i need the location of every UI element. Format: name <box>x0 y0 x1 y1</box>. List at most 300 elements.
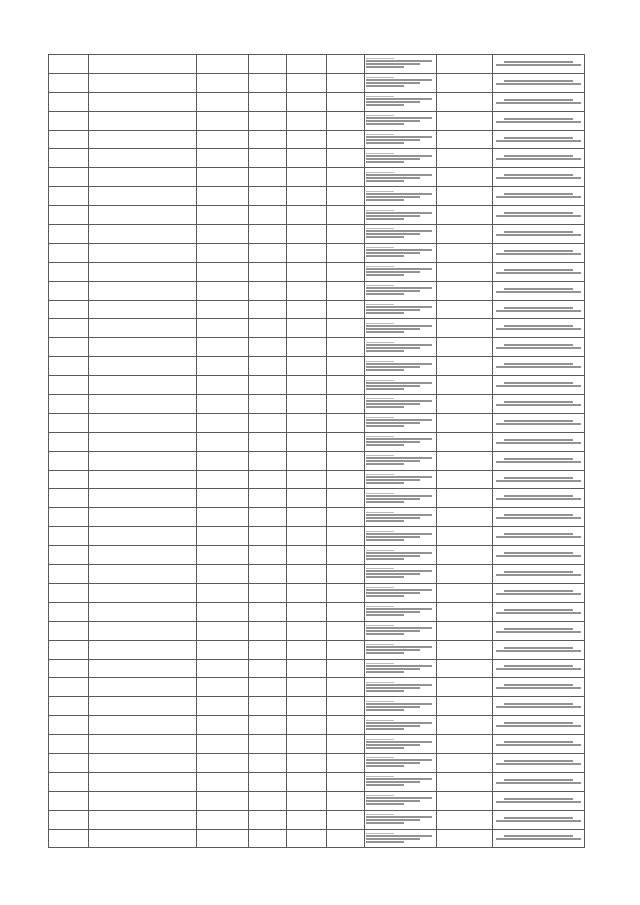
entity-type-cell <box>327 753 365 772</box>
description-separator <box>366 833 394 834</box>
record-number-cell <box>49 243 89 262</box>
identifier-number-cell <box>197 829 249 848</box>
status-flag-cell <box>437 451 493 470</box>
org-line <box>496 480 581 482</box>
description-separator <box>366 682 394 683</box>
description-line <box>366 517 420 519</box>
person-name-cell <box>89 583 197 602</box>
status-flag-cell <box>437 206 493 225</box>
description-cell <box>365 206 437 225</box>
person-name-cell <box>89 206 197 225</box>
entity-type-cell <box>327 810 365 829</box>
entity-type-cell <box>327 338 365 357</box>
table-row <box>49 432 585 451</box>
receiving-org-cell <box>493 565 585 584</box>
table-row <box>49 602 585 621</box>
person-name-cell <box>89 73 197 92</box>
description-line <box>366 633 404 635</box>
description-line <box>366 460 420 462</box>
table-row <box>49 772 585 791</box>
identifier-number-cell <box>197 678 249 697</box>
description-cell <box>365 376 437 395</box>
tax-regime-cell <box>287 621 327 640</box>
identifier-number-cell <box>197 527 249 546</box>
description-cell <box>365 470 437 489</box>
description-line <box>366 838 420 840</box>
region-code-cell <box>249 810 287 829</box>
receiving-org-cell <box>493 376 585 395</box>
person-name-cell <box>89 470 197 489</box>
person-name-cell <box>89 319 197 338</box>
tax-regime-cell <box>287 432 327 451</box>
description-line <box>366 363 432 365</box>
org-line <box>496 668 581 670</box>
org-line <box>496 215 581 217</box>
description-line <box>366 422 420 424</box>
org-line <box>504 99 573 101</box>
region-code-cell <box>249 376 287 395</box>
status-flag-cell <box>437 225 493 244</box>
description-separator <box>366 96 394 97</box>
org-line <box>504 382 573 384</box>
record-number-cell <box>49 527 89 546</box>
description-separator <box>366 587 394 588</box>
status-flag-cell <box>437 829 493 848</box>
status-flag-cell <box>437 565 493 584</box>
description-line <box>366 668 420 670</box>
tax-regime-cell <box>287 55 327 74</box>
table-row <box>49 621 585 640</box>
table-row <box>49 395 585 414</box>
description-line <box>366 703 432 705</box>
identifier-number-cell <box>197 791 249 810</box>
description-line <box>366 344 432 346</box>
description-line <box>366 592 420 594</box>
org-line <box>496 725 581 727</box>
table-row <box>49 168 585 187</box>
receiving-org-cell <box>493 829 585 848</box>
description-line <box>366 536 420 538</box>
description-line <box>366 419 432 421</box>
receiving-org-cell <box>493 678 585 697</box>
status-flag-cell <box>437 810 493 829</box>
description-line <box>366 142 404 144</box>
table-row <box>49 527 585 546</box>
description-line <box>366 366 420 368</box>
record-number-cell <box>49 640 89 659</box>
region-code-cell <box>249 149 287 168</box>
description-line <box>366 709 404 711</box>
description-cell <box>365 319 437 338</box>
description-line <box>366 155 432 157</box>
description-separator <box>366 323 394 324</box>
description-line <box>366 274 404 276</box>
identifier-number-cell <box>197 583 249 602</box>
description-line <box>366 79 432 81</box>
person-name-cell <box>89 262 197 281</box>
region-code-cell <box>249 697 287 716</box>
person-name-cell <box>89 413 197 432</box>
tax-regime-cell <box>287 92 327 111</box>
person-name-cell <box>89 376 197 395</box>
record-number-cell <box>49 55 89 74</box>
table-row <box>49 565 585 584</box>
record-number-cell <box>49 602 89 621</box>
region-code-cell <box>249 678 287 697</box>
region-code-cell <box>249 451 287 470</box>
description-line <box>366 104 404 106</box>
description-line <box>366 236 404 238</box>
entity-type-cell <box>327 735 365 754</box>
entity-type-cell <box>327 640 365 659</box>
tax-regime-cell <box>287 716 327 735</box>
person-name-cell <box>89 130 197 149</box>
description-cell <box>365 602 437 621</box>
description-line <box>366 665 432 667</box>
status-flag-cell <box>437 602 493 621</box>
identifier-number-cell <box>197 300 249 319</box>
org-line <box>504 174 573 176</box>
table-row <box>49 357 585 376</box>
description-line <box>366 271 420 273</box>
description-cell <box>365 262 437 281</box>
description-cell <box>365 168 437 187</box>
description-separator <box>366 644 394 645</box>
identifier-number-cell <box>197 508 249 527</box>
region-code-cell <box>249 470 287 489</box>
tax-regime-cell <box>287 206 327 225</box>
status-flag-cell <box>437 659 493 678</box>
description-separator <box>366 191 394 192</box>
description-line <box>366 822 404 824</box>
table-row <box>49 262 585 281</box>
description-separator <box>366 757 394 758</box>
region-code-cell <box>249 300 287 319</box>
receiving-org-cell <box>493 130 585 149</box>
description-cell <box>365 697 437 716</box>
entity-type-cell <box>327 602 365 621</box>
tax-regime-cell <box>287 149 327 168</box>
description-line <box>366 230 432 232</box>
org-line <box>504 477 573 479</box>
person-name-cell <box>89 829 197 848</box>
entity-type-cell <box>327 565 365 584</box>
status-flag-cell <box>437 300 493 319</box>
description-line <box>366 268 432 270</box>
entity-type-cell <box>327 508 365 527</box>
entity-type-cell <box>327 489 365 508</box>
description-cell <box>365 281 437 300</box>
register-body <box>49 55 585 848</box>
org-line <box>504 401 573 403</box>
org-line <box>496 291 581 293</box>
tax-regime-cell <box>287 413 327 432</box>
description-separator <box>366 380 394 381</box>
tax-regime-cell <box>287 187 327 206</box>
record-number-cell <box>49 791 89 810</box>
region-code-cell <box>249 489 287 508</box>
region-code-cell <box>249 243 287 262</box>
region-code-cell <box>249 357 287 376</box>
description-line <box>366 671 404 673</box>
description-line <box>366 627 432 629</box>
person-name-cell <box>89 243 197 262</box>
table-row <box>49 678 585 697</box>
record-number-cell <box>49 565 89 584</box>
description-line <box>366 555 420 557</box>
receiving-org-cell <box>493 791 585 810</box>
entity-type-cell <box>327 583 365 602</box>
org-line <box>504 684 573 686</box>
record-number-cell <box>49 187 89 206</box>
identifier-number-cell <box>197 772 249 791</box>
description-line <box>366 438 432 440</box>
description-cell <box>365 772 437 791</box>
record-number-cell <box>49 678 89 697</box>
identifier-number-cell <box>197 73 249 92</box>
entity-type-cell <box>327 73 365 92</box>
identifier-number-cell <box>197 168 249 187</box>
record-number-cell <box>49 111 89 130</box>
record-number-cell <box>49 716 89 735</box>
description-line <box>366 120 420 122</box>
record-number-cell <box>49 149 89 168</box>
description-line <box>366 255 404 257</box>
description-line <box>366 425 404 427</box>
description-separator <box>366 493 394 494</box>
identifier-number-cell <box>197 489 249 508</box>
description-separator <box>366 814 394 815</box>
entity-type-cell <box>327 111 365 130</box>
identifier-number-cell <box>197 716 249 735</box>
tax-regime-cell <box>287 678 327 697</box>
description-line <box>366 722 432 724</box>
description-line <box>366 608 432 610</box>
org-line <box>504 552 573 554</box>
person-name-cell <box>89 281 197 300</box>
person-name-cell <box>89 810 197 829</box>
region-code-cell <box>249 791 287 810</box>
org-line <box>496 234 581 236</box>
description-line <box>366 765 404 767</box>
region-code-cell <box>249 225 287 244</box>
identifier-number-cell <box>197 243 249 262</box>
org-line <box>504 269 573 271</box>
org-line <box>496 461 581 463</box>
tax-regime-cell <box>287 527 327 546</box>
tax-regime-cell <box>287 602 327 621</box>
identifier-number-cell <box>197 281 249 300</box>
description-line <box>366 539 404 541</box>
person-name-cell <box>89 565 197 584</box>
record-number-cell <box>49 829 89 848</box>
entity-type-cell <box>327 168 365 187</box>
description-line <box>366 646 432 648</box>
entity-type-cell <box>327 149 365 168</box>
description-line <box>366 85 404 87</box>
status-flag-cell <box>437 546 493 565</box>
tax-regime-cell <box>287 281 327 300</box>
description-separator <box>366 285 394 286</box>
entity-type-cell <box>327 225 365 244</box>
status-flag-cell <box>437 621 493 640</box>
description-cell <box>365 300 437 319</box>
record-number-cell <box>49 546 89 565</box>
person-name-cell <box>89 602 197 621</box>
description-separator <box>366 568 394 569</box>
region-code-cell <box>249 735 287 754</box>
org-line <box>496 631 581 633</box>
tax-regime-cell <box>287 470 327 489</box>
receiving-org-cell <box>493 55 585 74</box>
description-line <box>366 552 432 554</box>
description-cell <box>365 735 437 754</box>
org-line <box>496 366 581 368</box>
description-line <box>366 123 404 125</box>
description-line <box>366 136 432 138</box>
person-name-cell <box>89 357 197 376</box>
tax-regime-cell <box>287 73 327 92</box>
description-line <box>366 784 404 786</box>
description-cell <box>365 791 437 810</box>
tax-regime-cell <box>287 697 327 716</box>
description-line <box>366 690 404 692</box>
entity-type-cell <box>327 413 365 432</box>
org-line <box>496 838 581 840</box>
tax-regime-cell <box>287 640 327 659</box>
region-code-cell <box>249 187 287 206</box>
person-name-cell <box>89 451 197 470</box>
identifier-number-cell <box>197 376 249 395</box>
description-line <box>366 161 404 163</box>
receiving-org-cell <box>493 300 585 319</box>
description-line <box>366 778 432 780</box>
org-line <box>504 61 573 63</box>
description-separator <box>366 625 394 626</box>
description-line <box>366 614 404 616</box>
identifier-number-cell <box>197 187 249 206</box>
description-line <box>366 684 432 686</box>
identifier-number-cell <box>197 546 249 565</box>
record-number-cell <box>49 225 89 244</box>
person-name-cell <box>89 338 197 357</box>
status-flag-cell <box>437 489 493 508</box>
identifier-number-cell <box>197 206 249 225</box>
identifier-number-cell <box>197 338 249 357</box>
record-number-cell <box>49 489 89 508</box>
description-cell <box>365 187 437 206</box>
table-row <box>49 243 585 262</box>
tax-regime-cell <box>287 508 327 527</box>
record-number-cell <box>49 262 89 281</box>
entity-type-cell <box>327 451 365 470</box>
receiving-org-cell <box>493 546 585 565</box>
table-row <box>49 130 585 149</box>
receiving-org-cell <box>493 111 585 130</box>
region-code-cell <box>249 602 287 621</box>
record-number-cell <box>49 621 89 640</box>
status-flag-cell <box>437 791 493 810</box>
table-row <box>49 546 585 565</box>
org-line <box>504 325 573 327</box>
description-line <box>366 388 404 390</box>
region-code-cell <box>249 413 287 432</box>
description-separator <box>366 361 394 362</box>
description-line <box>366 457 432 459</box>
entity-type-cell <box>327 697 365 716</box>
description-line <box>366 174 432 176</box>
receiving-org-cell <box>493 602 585 621</box>
description-cell <box>365 640 437 659</box>
description-line <box>366 400 432 402</box>
status-flag-cell <box>437 640 493 659</box>
description-separator <box>366 663 394 664</box>
description-cell <box>365 753 437 772</box>
status-flag-cell <box>437 413 493 432</box>
region-code-cell <box>249 829 287 848</box>
table-row <box>49 73 585 92</box>
description-separator <box>366 342 394 343</box>
description-line <box>366 82 420 84</box>
record-number-cell <box>49 508 89 527</box>
record-number-cell <box>49 413 89 432</box>
description-cell <box>365 489 437 508</box>
identifier-number-cell <box>197 810 249 829</box>
org-line <box>496 612 581 614</box>
org-line <box>496 177 581 179</box>
description-line <box>366 180 404 182</box>
table-row <box>49 810 585 829</box>
org-line <box>496 310 581 312</box>
record-number-cell <box>49 432 89 451</box>
tax-regime-cell <box>287 319 327 338</box>
description-line <box>366 309 420 311</box>
status-flag-cell <box>437 735 493 754</box>
tax-regime-cell <box>287 111 327 130</box>
status-flag-cell <box>437 678 493 697</box>
receiving-org-cell <box>493 583 585 602</box>
description-line <box>366 331 404 333</box>
entity-type-cell <box>327 187 365 206</box>
description-line <box>366 762 420 764</box>
org-line <box>504 458 573 460</box>
org-line <box>496 744 581 746</box>
receiving-org-cell <box>493 640 585 659</box>
table-row <box>49 697 585 716</box>
receiving-org-cell <box>493 357 585 376</box>
org-line <box>496 328 581 330</box>
description-cell <box>365 527 437 546</box>
description-separator <box>366 247 394 248</box>
description-line <box>366 293 404 295</box>
entity-type-cell <box>327 716 365 735</box>
receiving-org-cell <box>493 168 585 187</box>
description-line <box>366 193 432 195</box>
entity-type-cell <box>327 546 365 565</box>
region-code-cell <box>249 92 287 111</box>
entity-type-cell <box>327 206 365 225</box>
org-line <box>504 647 573 649</box>
entity-type-cell <box>327 527 365 546</box>
description-cell <box>365 149 437 168</box>
description-line <box>366 630 420 632</box>
region-code-cell <box>249 583 287 602</box>
description-line <box>366 476 432 478</box>
status-flag-cell <box>437 149 493 168</box>
description-line <box>366 800 420 802</box>
entity-type-cell <box>327 772 365 791</box>
org-line <box>496 102 581 104</box>
